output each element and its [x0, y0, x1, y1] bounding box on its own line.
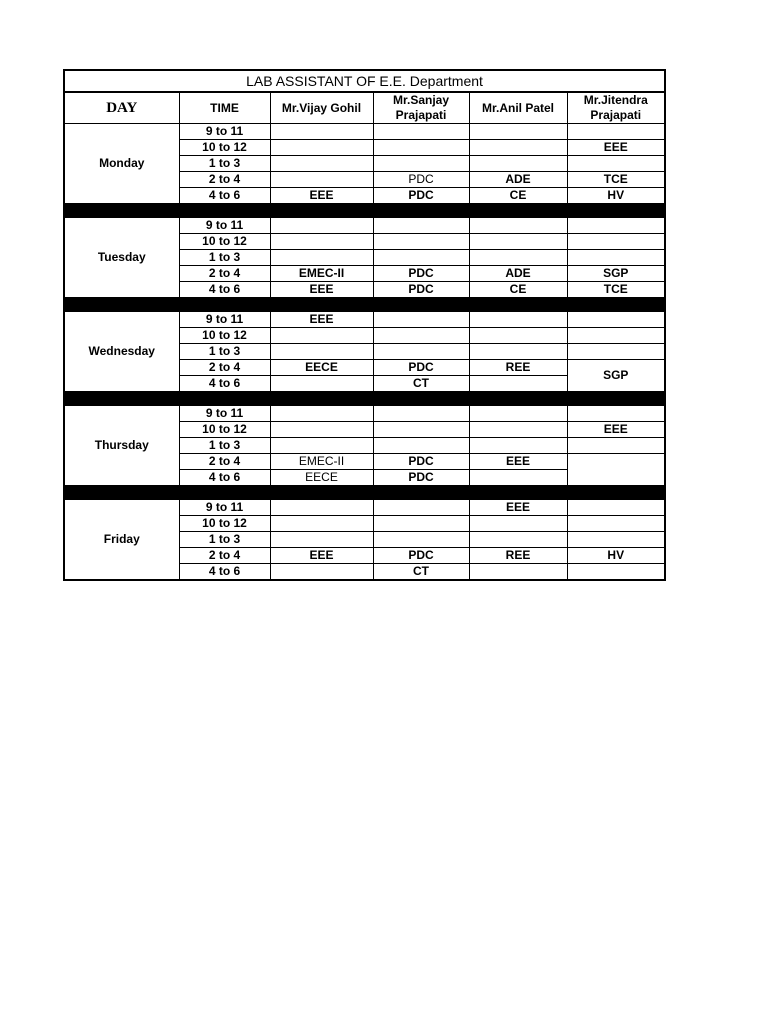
table-row	[64, 124, 665, 140]
schedule-cell: EEE	[270, 312, 373, 328]
header-staff-anil-patel: Mr.Anil Patel	[469, 92, 567, 124]
header-staff-sanjay-prajapati: Mr.Sanjay Prajapati	[373, 92, 469, 124]
schedule-cell: PDC	[373, 188, 469, 204]
schedule-cell	[469, 344, 567, 360]
schedule-cell	[270, 500, 373, 516]
schedule-cell	[469, 422, 567, 438]
table-title: LAB ASSISTANT OF E.E. Department	[64, 70, 665, 92]
time-slot: 1 to 3	[179, 438, 270, 454]
header-staff-vijay-gohil: Mr.Vijay Gohil	[270, 92, 373, 124]
schedule-cell	[469, 328, 567, 344]
schedule-cell	[469, 218, 567, 234]
schedule-cell: SGP	[567, 360, 665, 392]
schedule-cell: REE	[469, 360, 567, 376]
schedule-cell	[469, 406, 567, 422]
schedule-cell: EMEC-II	[270, 266, 373, 282]
schedule-cell: PDC	[373, 454, 469, 470]
time-slot: 1 to 3	[179, 344, 270, 360]
schedule-cell: HV	[567, 548, 665, 564]
schedule-cell	[373, 422, 469, 438]
schedule-cell: CE	[469, 282, 567, 298]
schedule-cell	[469, 312, 567, 328]
schedule-cell	[469, 470, 567, 486]
schedule-cell: EEE	[567, 422, 665, 438]
time-slot: 2 to 4	[179, 454, 270, 470]
schedule-cell	[373, 344, 469, 360]
schedule-cell	[270, 172, 373, 188]
schedule-cell	[469, 532, 567, 548]
day-label-monday: Monday	[64, 124, 179, 204]
schedule-cell	[567, 532, 665, 548]
schedule-cell	[567, 500, 665, 516]
schedule-cell	[567, 218, 665, 234]
time-slot: 4 to 6	[179, 470, 270, 486]
time-slot: 10 to 12	[179, 234, 270, 250]
schedule-cell	[373, 438, 469, 454]
schedule-cell: EEE	[270, 188, 373, 204]
schedule-cell: ADE	[469, 266, 567, 282]
table-row	[64, 406, 665, 422]
schedule-cell	[270, 422, 373, 438]
schedule-cell: PDC	[373, 548, 469, 564]
schedule-cell	[270, 218, 373, 234]
schedule-cell	[373, 500, 469, 516]
timetable-sheet	[63, 69, 664, 581]
schedule-cell	[373, 234, 469, 250]
schedule-cell	[373, 532, 469, 548]
schedule-cell: EEE	[270, 548, 373, 564]
schedule-cell: EEE	[567, 140, 665, 156]
time-slot: 2 to 4	[179, 266, 270, 282]
schedule-cell	[469, 376, 567, 392]
schedule-cell	[270, 516, 373, 532]
schedule-cell: PDC	[373, 282, 469, 298]
schedule-cell: HV	[567, 188, 665, 204]
schedule-cell	[270, 250, 373, 266]
schedule-cell: EEE	[469, 500, 567, 516]
time-slot: 9 to 11	[179, 406, 270, 422]
schedule-cell	[567, 564, 665, 581]
schedule-cell	[373, 140, 469, 156]
schedule-cell	[567, 454, 665, 486]
day-separator	[64, 298, 665, 312]
schedule-cell	[567, 250, 665, 266]
schedule-cell	[373, 156, 469, 172]
time-slot: 4 to 6	[179, 376, 270, 392]
schedule-cell	[567, 312, 665, 328]
schedule-cell: CT	[373, 376, 469, 392]
time-slot: 10 to 12	[179, 328, 270, 344]
time-slot: 10 to 12	[179, 516, 270, 532]
schedule-cell	[270, 140, 373, 156]
time-slot: 4 to 6	[179, 282, 270, 298]
schedule-cell: PDC	[373, 470, 469, 486]
schedule-cell	[567, 344, 665, 360]
schedule-cell: TCE	[567, 282, 665, 298]
schedule-cell: REE	[469, 548, 567, 564]
schedule-cell: EMEC-II	[270, 454, 373, 470]
schedule-cell	[469, 140, 567, 156]
schedule-cell	[270, 124, 373, 140]
header-day: DAY	[64, 92, 179, 124]
schedule-cell	[270, 376, 373, 392]
schedule-cell	[373, 250, 469, 266]
schedule-cell	[567, 328, 665, 344]
schedule-cell	[270, 532, 373, 548]
schedule-cell	[373, 312, 469, 328]
time-slot: 10 to 12	[179, 422, 270, 438]
schedule-cell	[469, 234, 567, 250]
table-row	[64, 312, 665, 328]
day-label-wednesday: Wednesday	[64, 312, 179, 392]
schedule-cell	[270, 156, 373, 172]
day-label-thursday: Thursday	[64, 406, 179, 486]
day-separator	[64, 486, 665, 500]
schedule-cell	[567, 406, 665, 422]
schedule-cell	[270, 328, 373, 344]
header-time: TIME	[179, 92, 270, 124]
schedule-cell: PDC	[373, 360, 469, 376]
lab-assistant-timetable	[63, 69, 666, 581]
schedule-cell: EEE	[469, 454, 567, 470]
day-separator	[64, 392, 665, 406]
schedule-cell	[469, 564, 567, 581]
schedule-cell	[469, 124, 567, 140]
time-slot: 1 to 3	[179, 156, 270, 172]
schedule-cell	[567, 156, 665, 172]
schedule-cell	[469, 516, 567, 532]
schedule-cell	[567, 234, 665, 250]
time-slot: 1 to 3	[179, 250, 270, 266]
schedule-cell	[373, 328, 469, 344]
schedule-cell	[373, 406, 469, 422]
schedule-cell	[373, 124, 469, 140]
time-slot: 4 to 6	[179, 188, 270, 204]
time-slot: 1 to 3	[179, 532, 270, 548]
time-slot: 9 to 11	[179, 218, 270, 234]
day-label-tuesday: Tuesday	[64, 218, 179, 298]
schedule-cell: CE	[469, 188, 567, 204]
schedule-cell	[373, 516, 469, 532]
schedule-cell	[270, 344, 373, 360]
time-slot: 2 to 4	[179, 548, 270, 564]
table-row	[64, 500, 665, 516]
schedule-cell	[270, 564, 373, 581]
schedule-cell	[373, 218, 469, 234]
schedule-cell: SGP	[567, 266, 665, 282]
schedule-cell: PDC	[373, 266, 469, 282]
schedule-cell	[469, 438, 567, 454]
time-slot: 2 to 4	[179, 360, 270, 376]
schedule-cell	[567, 516, 665, 532]
schedule-cell: EECE	[270, 360, 373, 376]
schedule-cell	[270, 438, 373, 454]
schedule-cell	[567, 124, 665, 140]
schedule-cell	[270, 234, 373, 250]
schedule-cell	[469, 250, 567, 266]
table-row	[64, 218, 665, 234]
schedule-cell	[567, 438, 665, 454]
time-slot: 9 to 11	[179, 500, 270, 516]
schedule-cell: CT	[373, 564, 469, 581]
time-slot: 2 to 4	[179, 172, 270, 188]
schedule-cell: PDC	[373, 172, 469, 188]
day-label-friday: Friday	[64, 500, 179, 581]
schedule-cell	[469, 156, 567, 172]
schedule-cell: EECE	[270, 470, 373, 486]
time-slot: 9 to 11	[179, 312, 270, 328]
time-slot: 9 to 11	[179, 124, 270, 140]
time-slot: 10 to 12	[179, 140, 270, 156]
schedule-cell: TCE	[567, 172, 665, 188]
schedule-cell: EEE	[270, 282, 373, 298]
day-separator	[64, 204, 665, 218]
time-slot: 4 to 6	[179, 564, 270, 581]
schedule-cell: ADE	[469, 172, 567, 188]
schedule-cell	[270, 406, 373, 422]
header-staff-jitendra-prajapati: Mr.Jitendra Prajapati	[567, 92, 665, 124]
